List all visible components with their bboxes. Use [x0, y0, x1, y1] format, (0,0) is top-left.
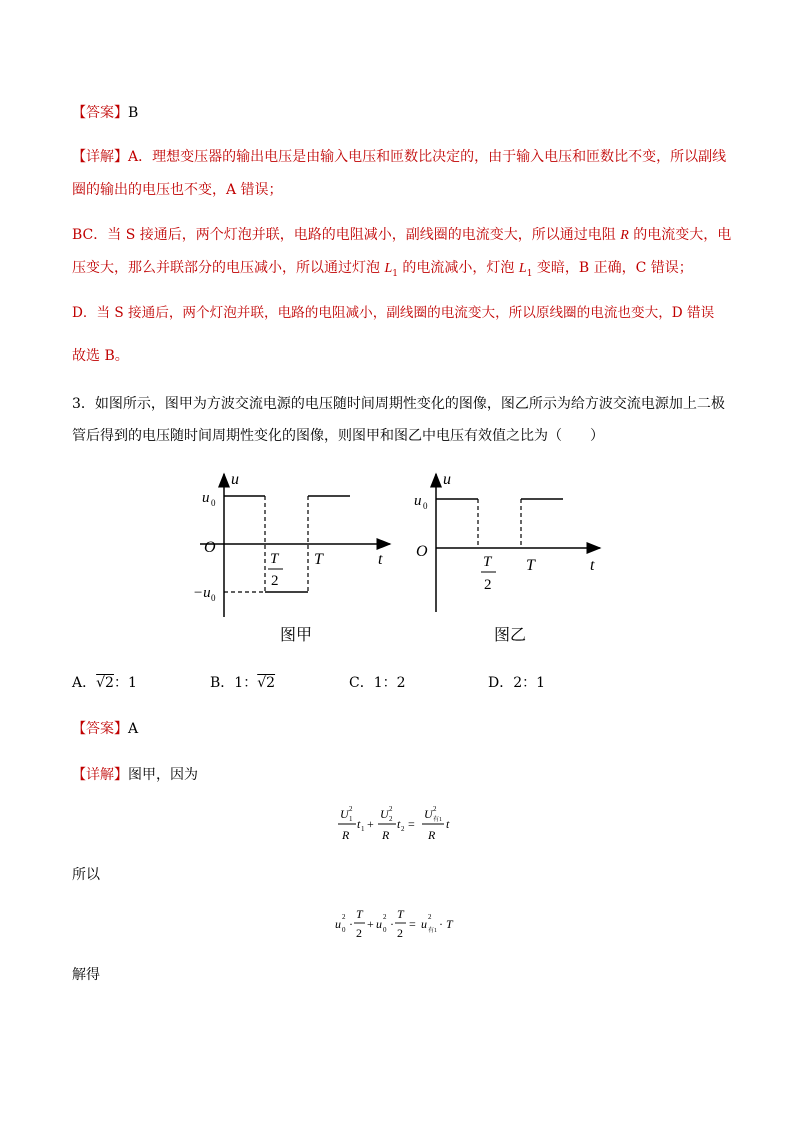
- option-value-c: 1：2: [373, 675, 406, 691]
- u0-label: u: [414, 493, 422, 509]
- half-T-den: 2: [271, 573, 279, 589]
- bc2-text-c: 变暗，B 正确，C 错误；: [532, 260, 693, 276]
- lamp-symbol-1: L: [384, 261, 393, 276]
- option-c[interactable]: [349, 674, 406, 692]
- svg-text:U: U: [380, 807, 389, 821]
- option-value-a: √2: [96, 675, 114, 691]
- bc2-text-a: 压变大，那么并联部分的电压减小，所以通过灯泡: [72, 260, 385, 276]
- svg-text:t: t: [357, 817, 361, 831]
- option-a[interactable]: [72, 674, 137, 692]
- neg-u0-sub: 0: [211, 593, 216, 603]
- svg-text:有1: 有1: [433, 817, 443, 823]
- option-letter: D．: [488, 675, 514, 691]
- solve-text: 解得: [72, 967, 100, 983]
- svg-text:0: 0: [383, 926, 387, 934]
- q3-answer-line: [72, 720, 138, 738]
- svg-text:t: t: [397, 817, 401, 831]
- q2-detail-line-2: 圈的输出的电压也不变，A 错误；: [72, 182, 283, 198]
- svg-text:R: R: [382, 828, 390, 842]
- option-b[interactable]: [210, 674, 275, 692]
- q3-stem-1: 3．如图所示，图甲为方波交流电源的电压随时间周期性变化的图像，图乙所示为给方波交流电源加上二极: [72, 396, 725, 412]
- bc2-text-b: 的电流减小，灯泡: [397, 260, 519, 276]
- half-T-num: T: [483, 554, 492, 570]
- figure-jia: [193, 471, 390, 644]
- svg-text:2: 2: [397, 926, 403, 940]
- u0-label: u: [202, 490, 210, 506]
- svg-text:2: 2: [401, 825, 405, 833]
- svg-text:=: =: [409, 917, 416, 931]
- lamp-sub-2: 1: [526, 268, 533, 279]
- q3-detail-line: [72, 766, 198, 784]
- svg-text:2: 2: [433, 805, 437, 813]
- option-letter: C．: [349, 675, 374, 691]
- caption-jia: 图甲: [280, 625, 313, 644]
- origin-label: O: [204, 539, 216, 556]
- svg-text:2: 2: [389, 805, 393, 813]
- half-T-den: 2: [484, 577, 492, 593]
- q2-detail-line-1: [72, 148, 726, 166]
- detail-tag: 【详解】: [72, 767, 128, 783]
- svg-text:·: ·: [439, 917, 443, 931]
- svg-text:0: 0: [342, 926, 346, 934]
- u0-sub: 0: [211, 498, 216, 508]
- t-label: t: [590, 557, 595, 574]
- lamp-sub-1: 1: [392, 268, 398, 279]
- bc-text-b: 的电流变大，电: [628, 227, 732, 243]
- option-value-a-rest: ：1: [113, 675, 137, 691]
- detail-tag: 【详解】: [72, 149, 128, 165]
- svg-text:=: =: [408, 817, 415, 831]
- svg-text:u: u: [376, 917, 382, 931]
- u-label: u: [231, 471, 239, 488]
- answer-tag: 【答案】: [72, 105, 128, 121]
- equation-1: [334, 803, 474, 847]
- option-letter: B．: [210, 675, 235, 691]
- lamp-symbol-2: L: [518, 261, 527, 276]
- neg-u0-label: −u: [193, 585, 211, 601]
- svg-text:2: 2: [428, 913, 432, 921]
- so-text: 所以: [72, 867, 100, 883]
- q2-conclusion: 故选 B。: [72, 348, 129, 364]
- svg-text:U: U: [340, 807, 349, 821]
- q2-bc-line-2: [72, 259, 693, 283]
- svg-text:T: T: [397, 907, 404, 921]
- u0-sub: 0: [423, 501, 428, 511]
- answer-value: B: [128, 105, 139, 121]
- svg-text:1: 1: [349, 815, 353, 823]
- svg-text:有1: 有1: [428, 928, 438, 934]
- option-d[interactable]: [488, 674, 545, 692]
- svg-text:2: 2: [383, 913, 387, 921]
- option-letter: A．: [72, 675, 97, 691]
- equation-2: [331, 904, 471, 946]
- svg-text:+: +: [367, 917, 374, 931]
- caption-yi: 图乙: [494, 625, 527, 644]
- answer-tag: 【答案】: [72, 721, 128, 737]
- svg-text:2: 2: [356, 926, 362, 940]
- svg-text:u: u: [335, 917, 341, 931]
- resistor-symbol: R: [620, 228, 629, 243]
- svg-text:T: T: [446, 917, 453, 931]
- svg-text:2: 2: [389, 815, 393, 823]
- svg-text:1: 1: [361, 825, 365, 833]
- option-value-b-rest: √2: [257, 675, 276, 691]
- q2-bc-line-1: [72, 226, 731, 245]
- option-value-d: 2：1: [513, 675, 546, 691]
- u-label: u: [443, 471, 451, 488]
- t-label: t: [378, 551, 383, 568]
- T-label: T: [314, 551, 323, 568]
- svg-text:·: ·: [390, 917, 394, 931]
- q3-figures: [0, 460, 794, 680]
- svg-text:U: U: [424, 807, 433, 821]
- T-label: T: [526, 557, 535, 574]
- svg-text:+: +: [367, 817, 374, 831]
- svg-text:R: R: [342, 828, 350, 842]
- detail-text: A．理想变压器的输出电压是由输入电压和匝数比决定的，由于输入电压和匝数比不变，所以副线: [128, 149, 727, 165]
- svg-text:R: R: [428, 828, 436, 842]
- answer-value: A: [128, 721, 139, 737]
- bc-text-a: BC．当 S 接通后，两个灯泡并联，电路的电阻减小，副线圈的电流变大，所以通过电阻: [72, 227, 621, 243]
- q2-d-line: D．当 S 接通后，两个灯泡并联，电路的电阻减小，副线圈的电流变大，所以原线圈的电流也变大，D 错误: [72, 305, 715, 321]
- option-value-b: 1：: [234, 675, 258, 691]
- svg-text:T: T: [356, 907, 363, 921]
- detail-text: 图甲，因为: [128, 767, 198, 783]
- q3-stem-2: 管后得到的电压随时间周期性变化的图像，则图甲和图乙中电压有效值之比为（ ）: [72, 428, 604, 444]
- svg-text:·: ·: [349, 917, 353, 931]
- svg-text:2: 2: [342, 913, 346, 921]
- svg-text:t: t: [446, 817, 450, 831]
- svg-text:2: 2: [349, 805, 353, 813]
- figure-yi: [414, 471, 600, 644]
- q2-answer-line: [72, 104, 138, 122]
- svg-text:u: u: [421, 917, 427, 931]
- origin-label: O: [416, 543, 428, 560]
- half-T-num: T: [270, 551, 279, 567]
